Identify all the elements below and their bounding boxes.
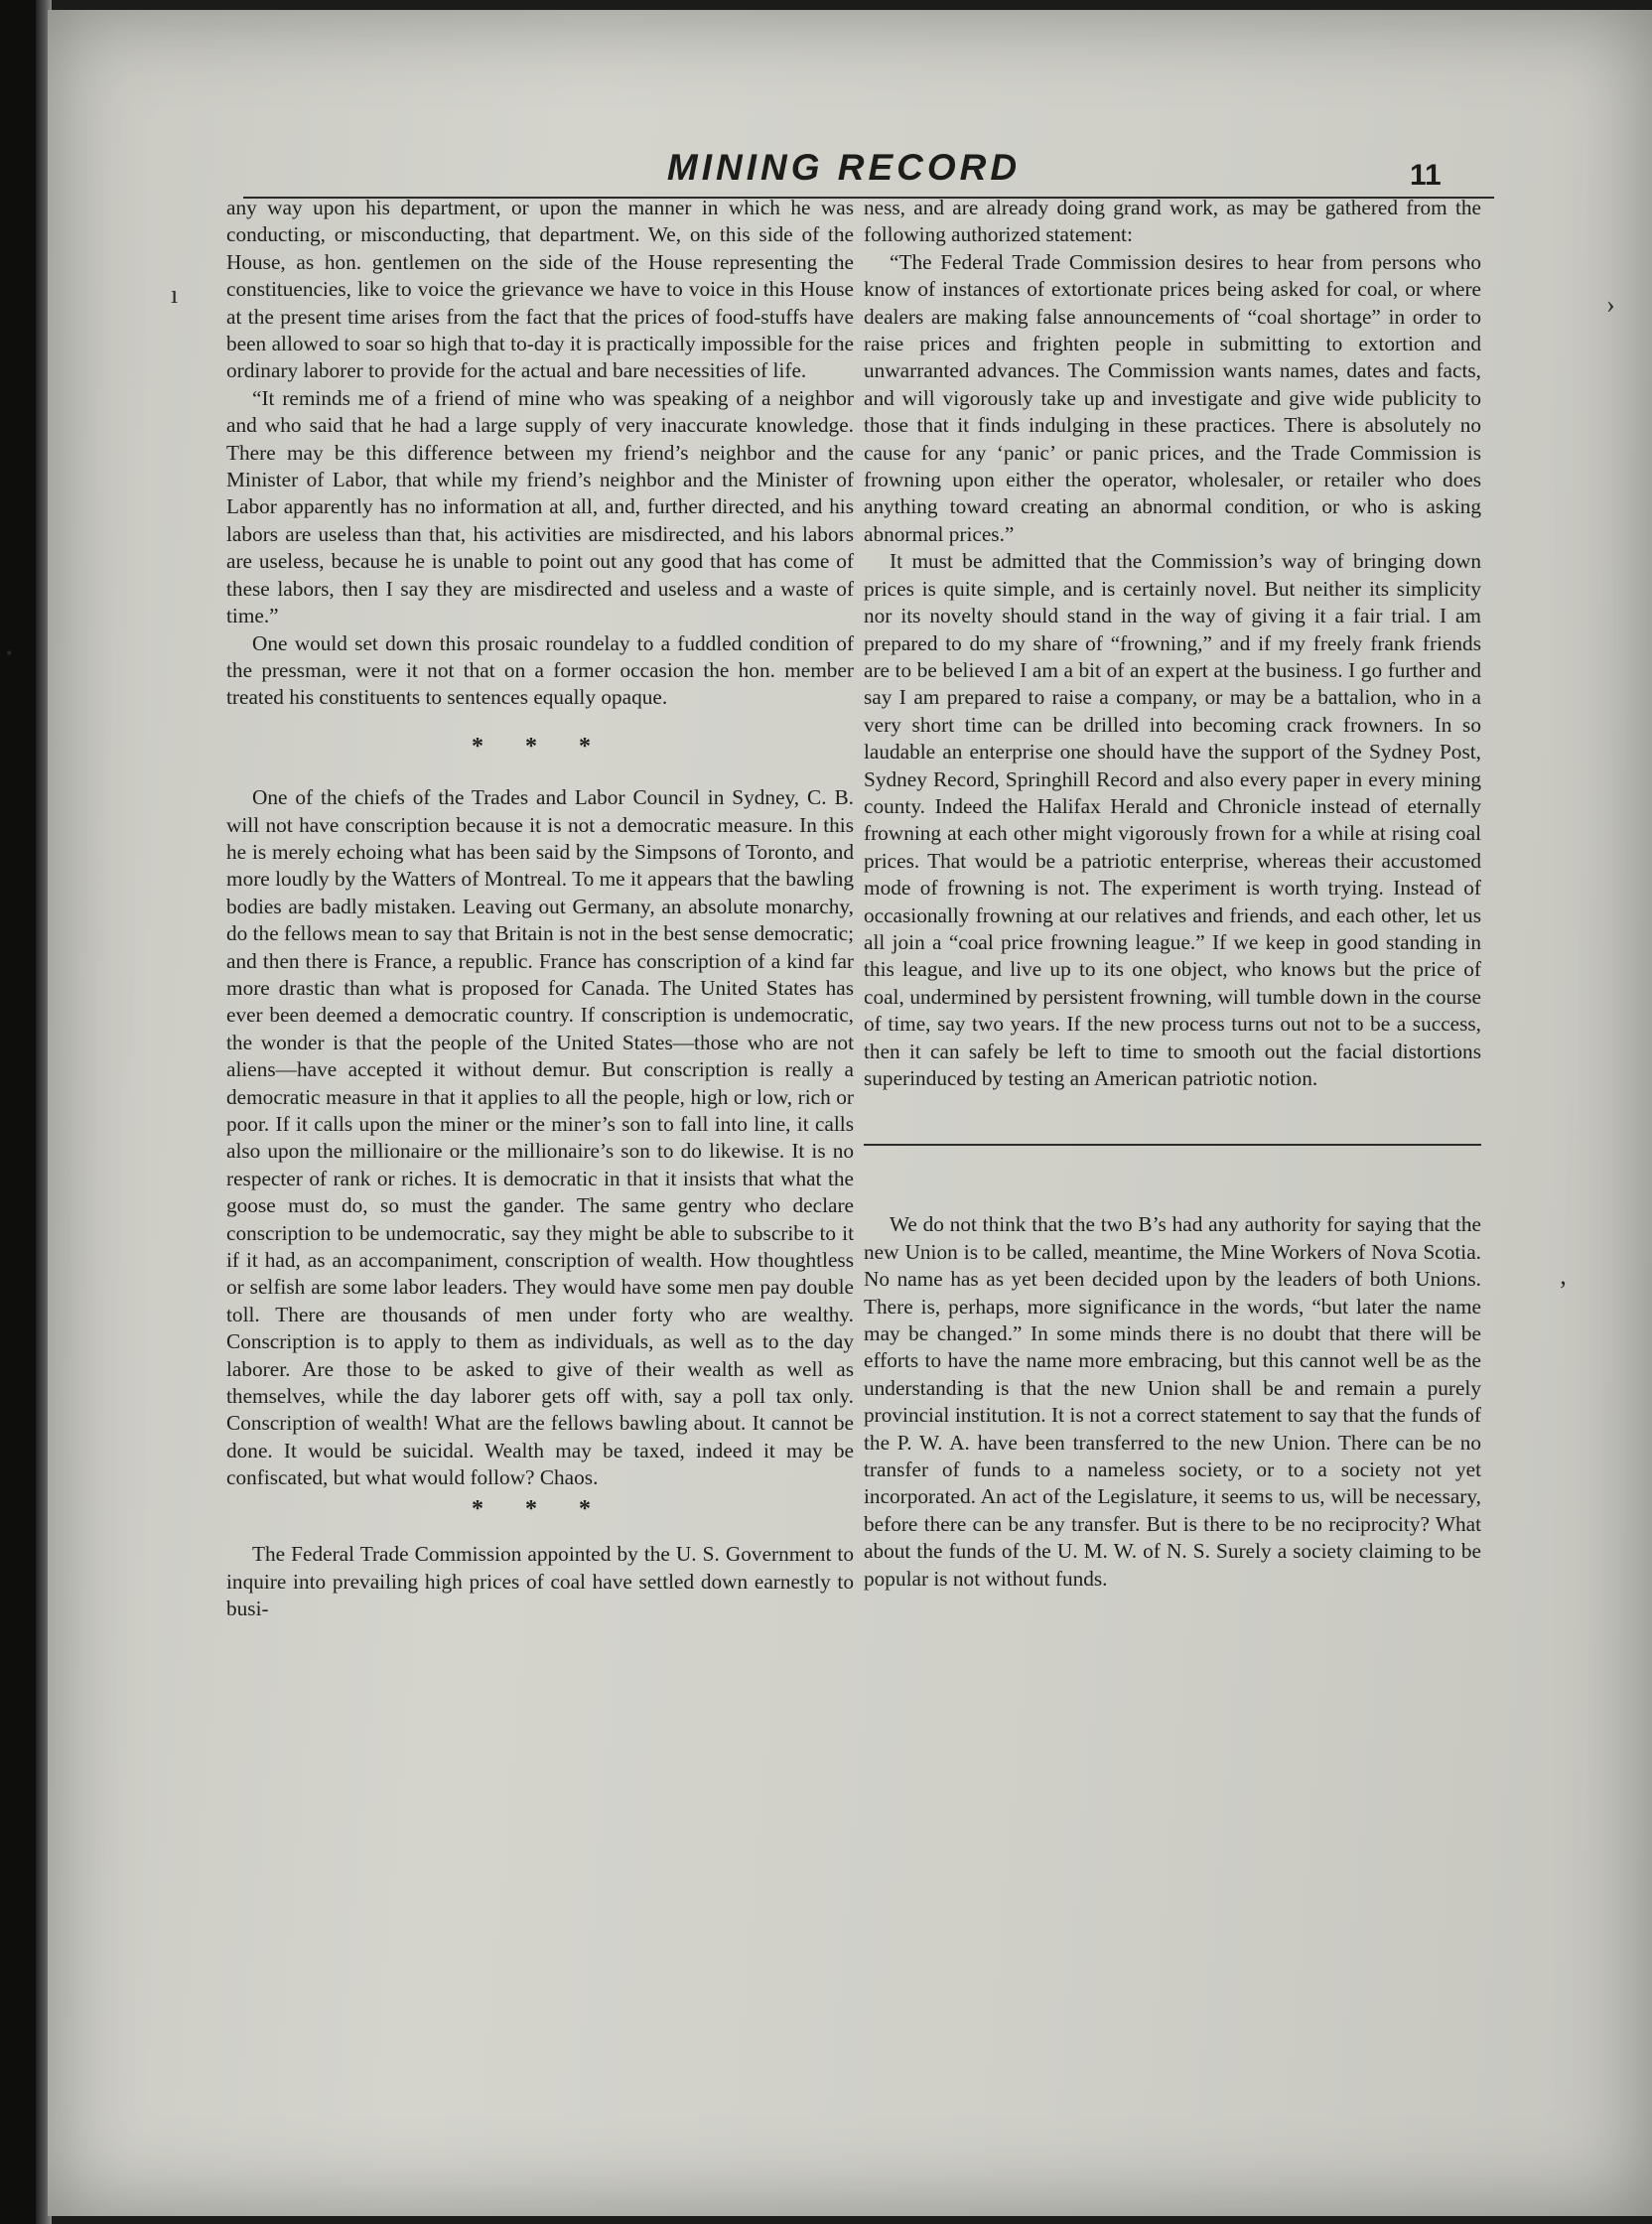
article-paragraph: It must be admitted that the Commission’s way of bringing down prices is quite simple, and is certainly novel. But neither its simplicity nor its novelty should stand in the way of giving it a fair trial. I am prepared to do my share of “frowning,” and if my freely frank friends are to be believed I am a bit of an expert at the business. I go further and say I am prepared to raise a company, or may be a battalion, who in a very short time can be drilled into becoming crack frowners. In so laudable an enterprise one should have the support of the Sydney Post, Sydney Record, Springhill Record and also every paper in every mining county. Indeed the Halifax Herald and Chronicle instead of eternally frowning at each other might vigorously frown for a while at rising coal prices. That would be a patriotic enterprise, whereas their accustomed mode of frowning is not. The experiment is worth trying. Instead of occasionally frowning at our relatives and friends, and each other, let us all join a “coal price frowning league.” If we keep in good standing in this league, and live up to its one object, who knows but the price of coal, undermined by persistent frowning, will tumble down in the course of time, say two years. If the new process turns out not to be a success, then it can safely be left to time to smooth out the facial distortions superinduced by testing an American patriotic notion. (864, 549, 1481, 1090)
section-separator-stars: * * * (472, 1495, 609, 1522)
article-paragraph: One would set down this prosaic roundelay to a fuddled condition of the pressman, were it not that on a former occasion the hon. member treated his constituents to sentences equally opaque. (226, 630, 854, 710)
right-column (864, 195, 1481, 1593)
left-column (226, 195, 854, 1622)
section-separator-stars: * * * (472, 733, 609, 760)
page-number: 11 (1410, 159, 1442, 192)
section-divider-rule (864, 1144, 1481, 1146)
scan-speck-mark: • (6, 643, 13, 663)
article-paragraph: “The Federal Trade Commission desires to hear from persons who know of instances of extortionate prices being asked for coal, or where dealers are making false announcements of “coal shortage” in order to raise prices and frighten people in submitting to extortion and unwarranted advances. The Commission wants names, dates and facts, and will vigorously take up and investigate and give wide publicity to those that it finds indulging in these practices. There is absolutely no cause for any ‘panic’ or panic prices, and the Trade Commission is frowning upon either the operator, wholesaler, or retailer who does anything toward creating an abnormal condition, or who is asking abnormal prices.” (864, 249, 1481, 546)
article-paragraph: One of the chiefs of the Trades and Labor Council in Sydney, C. B. will not have conscription because it is not a democratic measure. In this he is merely echoing what has been said by the Simpsons of Toronto, and more loudly by the Watters of Montreal. To me it appears that the bawling bodies are badly mistaken. Leaving out Germany, an absolute monarchy, do the fellows mean to say that Britain is not in the best sense democratic; and then there is France, a republic. France has conscription of a kind far more drastic than what is proposed for Canada. The United States has ever been deemed a democratic country. If conscription is undemocratic, the wonder is that the people of the United States—those who are not aliens—have accepted it without demur. But conscription is really a democratic measure in that it applies to all the people, high or low, rich or poor. If it calls upon the miner or the miner’s son to fall into line, it calls also upon the millionaire or the millionaire’s son to do likewise. It is no respecter of rank or riches. It is democratic in that it insists that what the goose must do, so must the gander. The same gentry who declare conscription to be undemocratic, say they might be able to subscribe to it if it had, as an accompaniment, conscription of wealth. How thoughtless or selfish are some labor leaders. They would have some men pay double toll. There are thousands of men under forty who are wealthy. Conscription is to apply to them as individuals, as well as to the day laborer. Are those to be asked to give of their wealth as well as themselves, while the day laborer gets off with, say a poll tax only. Conscription of wealth! What are the fellows bawling about. It cannot be done. It would be suicidal. Wealth may be taxed, indeed it may be confiscated, but what would follow? Chaos. (226, 785, 854, 1490)
masthead-title: MINING RECORD (666, 147, 1022, 188)
scan-speck-mark: › (1606, 290, 1615, 319)
article-paragraph: any way upon his department, or upon the manner in which he was conducting, or misconducting, that department. We, on this side of the House, as hon. gentlemen on the side of the House representing the constituencies, like to voice the grievance we have to voice in this House at the present time arises from the fact that the prices of food-stuffs have been allowed to soar so high that to-day it is practically impossible for the ordinary laborer to provide for the actual and bare necessities of life. (226, 196, 854, 383)
article-paragraph: “It reminds me of a friend of mine who was speaking of a neighbor and who said that he had a large supply of very inaccurate knowledge. There may be this difference between my friend’s neighbor and the Minister of Labor, that while my friend’s neighbor and the Minister of Labor apparently has no information at all, and, further directed, and his labors are useless than that, his activities are misdirected, and his labors are useless, because he is unable to point out any good that has come of these labors, then I say they are misdirected and useless and a waste of time.” (226, 385, 854, 628)
article-paragraph: The Federal Trade Commission appointed by the U. S. Government to inquire into prevailing high prices of coal have settled down earnestly to busi- (226, 1542, 854, 1620)
scan-speck-mark: ı (171, 280, 179, 309)
article-paragraph: We do not think that the two B’s had any authority for saying that the new Union is to be called, meantime, the Mine Workers of Nova Scotia. No name has as yet been decided upon by the leaders of both Unions. There is, perhaps, more significance in the words, “but later the name may be changed.” In some minds there is no doubt that there will be efforts to have the name more embracing, but this cannot well be as the understanding is that the new Union shall be and remain a purely provincial institution. It is not a correct statement to say that the funds of the P. W. A. have been transferred to the new Union. There can be no transfer of funds to a nameless society, or to a society not yet incorporated. An act of the Legislature, it seems to us, will be necessary, before there can be any transfer. But is there to be no reciprocity? What about the funds of the U. M. W. of N. S. Surely a society claiming to be popular is not without funds. (864, 1212, 1481, 1591)
article-paragraph: ness, and are already doing grand work, as may be gathered from the following authorized statement: (864, 196, 1481, 247)
scan-speck-mark: ‚ (1559, 1261, 1568, 1290)
